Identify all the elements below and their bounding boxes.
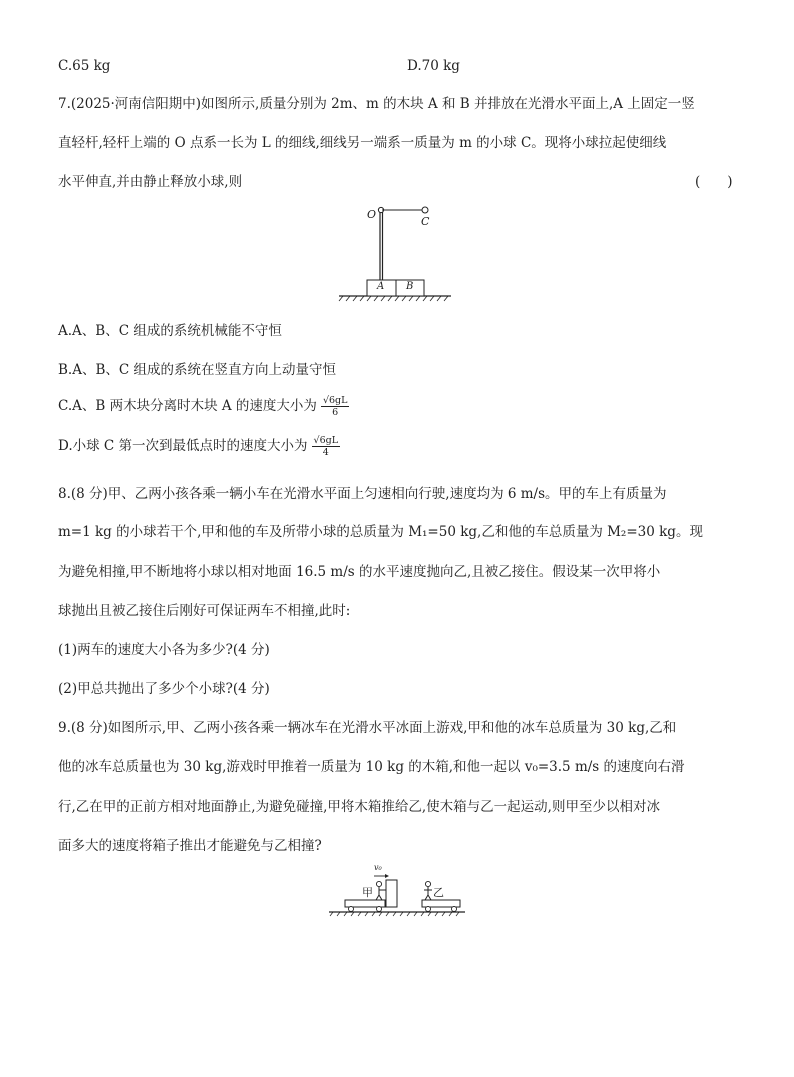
rod-pendulum-diagram <box>335 198 460 306</box>
q7-figure <box>335 198 460 306</box>
q8-sub-2: (2)甲总共抛出了多少个小球?(4 分) <box>58 681 270 697</box>
q7-line-1: 7.(2025·河南信阳期中)如图所示,质量分别为 2m、m 的木块 A 和 B 并排放在光滑水平面上,A 上固定一竖 <box>58 96 695 112</box>
q7-option-c <box>58 394 349 418</box>
q8-line-1: 8.(8 分)甲、乙两小孩各乘一辆小车在光滑水平面上匀速相向行驶,速度均为 6 m/s。甲的车上有质量为 <box>58 486 667 502</box>
q7-option-a: A.A、B、C 组成的系统机械能不守恒 <box>58 323 282 339</box>
label-o: O <box>367 208 377 221</box>
q9-line-3: 行,乙在甲的正前方相对地面静止,为避免碰撞,甲将木箱推给乙,使木箱与乙一起运动,则甲至少以相对冰 <box>58 799 660 815</box>
q7-option-c-text: C.A、B 两木块分离时木块 A 的速度大小为 <box>58 398 317 414</box>
q9-line-2: 他的冰车总质量也为 30 kg,游戏时甲推着一质量为 10 kg 的木箱,和他一起以 v₀=3.5 m/s 的速度向右滑 <box>58 759 685 775</box>
fraction-c-denominator: 6 <box>332 407 339 418</box>
q9-figure <box>327 863 467 918</box>
q9-line-4: 面多大的速度将箱子推出才能避免与乙相撞? <box>58 838 322 854</box>
ice-cart-diagram <box>327 866 467 918</box>
q8-line-3: 为避免相撞,甲不断地将小球以相对地面 16.5 m/s 的水平速度抛向乙,且被乙接住。假设某一次甲将小 <box>58 564 661 580</box>
q9-line-1: 9.(8 分)如图所示,甲、乙两小孩各乘一辆冰车在光滑水平冰面上游戏,甲和他的冰车总质量为 30 kg,乙和 <box>58 720 677 736</box>
q7-line-3: 水平伸直,并由静止释放小球,则 <box>58 174 243 190</box>
q8-line-4: 球抛出且被乙接住后刚好可保证两车不相撞,此时: <box>58 603 351 619</box>
fraction-c-numerator: √6gL <box>322 395 348 406</box>
q7-line-2: 直轻杆,轻杆上端的 O 点系一长为 L 的细线,细线另一端系一质量为 m 的小球 C。现将小球拉起使细线 <box>58 135 667 151</box>
label-yi: 乙 <box>433 886 444 899</box>
fraction-c <box>321 395 350 418</box>
label-c: C <box>421 215 430 228</box>
q8-line-2: m=1 kg 的小球若干个,甲和他的车及所带小球的总质量为 M₁=50 kg,乙和他的车总质量为 M₂=30 kg。现 <box>58 524 703 540</box>
q7-option-d-text: D.小球 C 第一次到最低点时的速度大小为 <box>58 438 308 454</box>
answer-bracket: ( ) <box>695 174 733 190</box>
option-c-prev: C.65 kg <box>58 58 111 74</box>
label-a: A <box>377 281 385 292</box>
q7-option-d <box>58 434 340 458</box>
fraction-d-denominator: 4 <box>322 447 329 458</box>
label-v0: v₀ <box>374 863 382 872</box>
label-jia: 甲 <box>362 886 373 899</box>
fraction-d <box>312 435 341 458</box>
q7-option-b: B.A、B、C 组成的系统在竖直方向上动量守恒 <box>58 362 337 378</box>
option-d-prev: D.70 kg <box>407 58 460 74</box>
q8-sub-1: (1)两车的速度大小各为多少?(4 分) <box>58 642 270 658</box>
fraction-d-numerator: √6gL <box>313 435 339 446</box>
label-b: B <box>406 281 414 292</box>
